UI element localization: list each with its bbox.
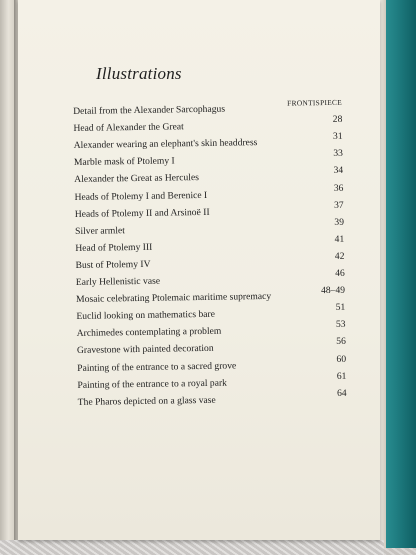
illustration-title: Gravestone with painted decoration [76, 343, 214, 357]
page-number: 33 [333, 148, 343, 160]
page-number: 53 [335, 319, 346, 331]
illustration-title: Bust of Ptolemy IV [75, 258, 151, 271]
page-number: 61 [336, 370, 347, 382]
illustration-title: Head of Ptolemy III [75, 241, 153, 254]
illustration-title: Painting of the entrance to a sacred grove [77, 359, 237, 374]
surface-strip [0, 540, 384, 555]
page-number: 60 [336, 353, 347, 365]
page-number: 41 [334, 233, 345, 245]
illustration-title: Head of Alexander the Great [73, 121, 184, 135]
page-number: 31 [332, 131, 343, 143]
page-number: 34 [333, 165, 344, 177]
book-page [18, 0, 380, 540]
illustration-title: Mosaic celebrating Ptolemaic maritime supremacy [76, 291, 272, 306]
left-page [0, 0, 14, 548]
illustration-title: The Pharos depicted on a glass vase [77, 394, 216, 408]
illustration-title: Heads of Ptolemy II and Arsinoë II [74, 206, 210, 220]
page-number: 48–49 [320, 284, 346, 297]
page-number: 28 [332, 113, 343, 126]
illustration-title: Detail from the Alexander Sarcophagus [73, 103, 226, 118]
book-cover [384, 0, 416, 548]
illustration-title: Painting of the entrance to a royal park [77, 377, 227, 391]
illustration-title: Euclid looking on mathematics bare [76, 309, 216, 323]
page-number: 37 [334, 199, 344, 211]
page-number: 56 [336, 336, 346, 348]
page-number: 46 [335, 267, 345, 279]
page-title: Illustrations [96, 64, 182, 83]
illustration-title: Alexander wearing an elephant's skin headdress [73, 137, 258, 152]
page-number: 51 [335, 301, 346, 314]
page-edge [380, 0, 386, 548]
illustration-title: Early Hellenistic vase [75, 275, 161, 289]
illustration-title: Alexander the Great as Hercules [74, 172, 199, 186]
illustration-title: Archimedes contemplating a problem [76, 326, 222, 340]
illustrations-list [73, 96, 347, 408]
page-number: 42 [334, 250, 345, 262]
illustration-title: Silver armlet [74, 224, 125, 237]
illustration-title: Heads of Ptolemy I and Berenice I [74, 189, 208, 203]
illustration-title: Marble mask of Ptolemy I [73, 155, 175, 169]
page-number: 39 [334, 216, 345, 228]
list-item [78, 386, 347, 407]
page-number: 64 [336, 387, 347, 399]
page-number: FRONTISPIECE [287, 97, 343, 108]
page-number: 36 [333, 182, 344, 194]
